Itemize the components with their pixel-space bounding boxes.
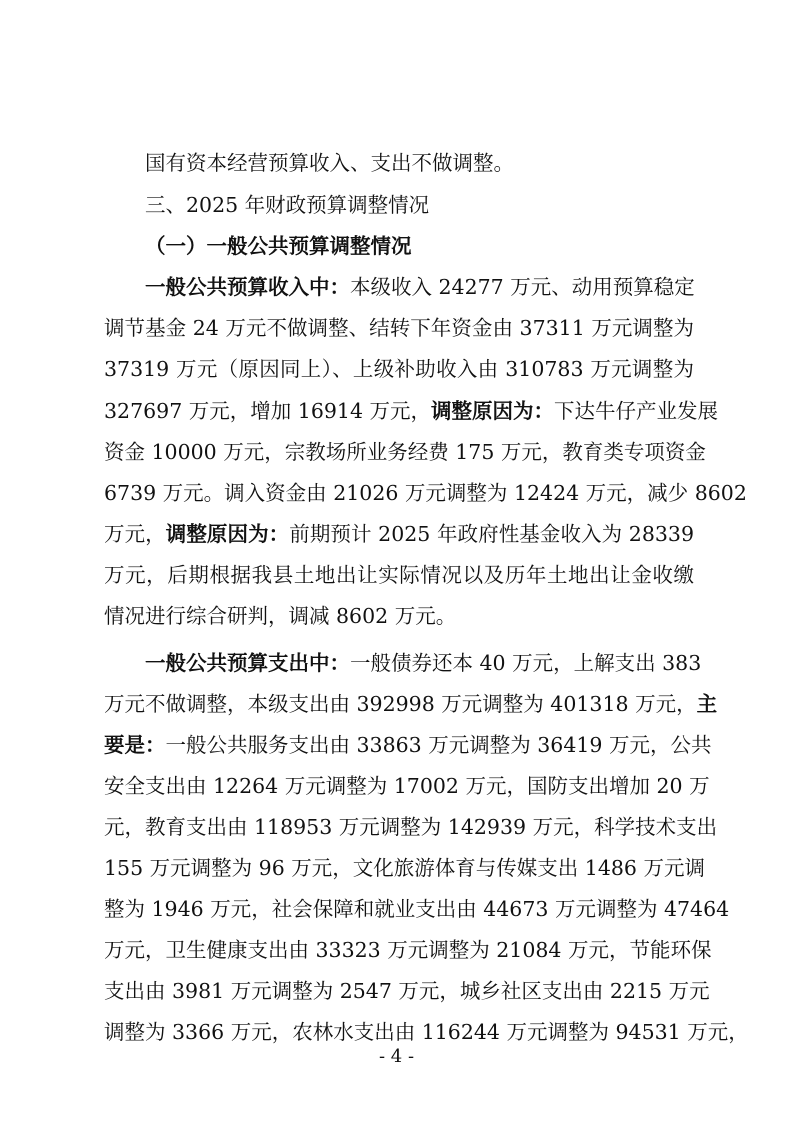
paragraph-line: 元，教育支出由 118953 万元调整为 142939 万元，科学技术支出	[104, 815, 718, 839]
paragraph-line: 37319 万元（原因同上）、上级补助收入由 310783 万元调整为	[104, 357, 694, 381]
paragraph-line: 情况进行综合研判，调减 8602 万元。	[104, 604, 457, 628]
paragraph-line: 调整为 3366 万元，农林水支出由 116244 万元调整为 94531 万元，	[104, 1020, 749, 1044]
paragraph-line: 6739 万元。调入资金由 21026 万元调整为 12424 万元，减少 8602	[104, 481, 747, 505]
paragraph-line: 一般公共预算收入中：本级收入 24277 万元、动用预算稳定	[145, 275, 695, 299]
paragraph-line: 安全支出由 12264 万元调整为 17002 万元，国防支出增加 20 万	[104, 774, 710, 798]
paragraph-line: 万元不做调整，本级支出由 392998 万元调整为 401318 万元，主	[104, 692, 718, 716]
paragraph-line: 要是：一般公共服务支出由 33863 万元调整为 36419 万元，公共	[104, 733, 712, 757]
paragraph-line: 万元，卫生健康支出由 33323 万元调整为 21084 万元，节能环保	[104, 938, 712, 962]
paragraph-line: 万元，调整原因为：前期预计 2025 年政府性基金收入为 28339	[104, 522, 695, 546]
paragraph-line: 155 万元调整为 96 万元，文化旅游体育与传媒支出 1486 万元调	[104, 856, 705, 880]
paragraph-line: 资金 10000 万元，宗教场所业务经费 175 万元，教育类专项资金	[104, 440, 706, 464]
paragraph-line: 调节基金 24 万元不做调整、结转下年资金由 37311 万元调整为	[104, 316, 694, 340]
page-number: - 4 -	[378, 1046, 415, 1067]
paragraph-line: 327697 万元，增加 16914 万元，调整原因为：下达牛仔产业发展	[104, 399, 719, 423]
paragraph-line: 万元，后期根据我县土地出让实际情况以及历年土地出让金收缴	[104, 563, 694, 587]
subsection-heading: （一）一般公共预算调整情况	[145, 234, 412, 258]
section-heading: 三、2025 年财政预算调整情况	[145, 193, 430, 217]
paragraph-line: 国有资本经营预算收入、支出不做调整。	[145, 151, 514, 175]
paragraph-line: 一般公共预算支出中：一般债券还本 40 万元，上解支出 383	[145, 651, 702, 675]
paragraph-line: 支出由 3981 万元调整为 2547 万元，城乡社区支出由 2215 万元	[104, 979, 710, 1003]
paragraph-line: 整为 1946 万元，社会保障和就业支出由 44673 万元调整为 47464	[104, 897, 730, 921]
